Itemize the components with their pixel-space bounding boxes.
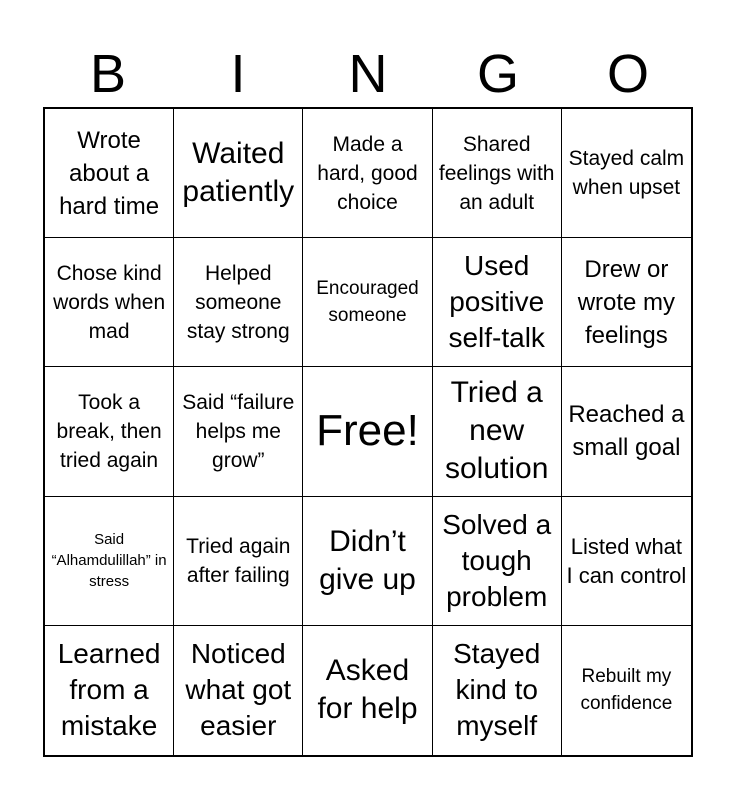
bingo-cell[interactable] (562, 238, 691, 367)
cell-text: Reached a small goal (568, 401, 685, 462)
free-space-label: Free! (316, 406, 419, 456)
cell-text: Noticed what got easier (185, 638, 292, 742)
bingo-board (43, 107, 693, 757)
bingo-cell[interactable] (433, 109, 562, 238)
header-letter-o: O (606, 44, 649, 104)
bingo-cell[interactable] (303, 109, 432, 238)
bingo-cell[interactable] (433, 626, 562, 755)
bingo-cell[interactable] (562, 367, 691, 496)
cell-text: Rebuilt my confidence (580, 666, 673, 715)
bingo-cell[interactable] (303, 238, 432, 367)
cell-text: Helped someone stay strong (186, 261, 290, 343)
bingo-cell[interactable] (174, 367, 303, 496)
bingo-cell[interactable] (174, 238, 303, 367)
cell-text: Encouraged someone (316, 278, 419, 327)
cell-text: Stayed kind to myself (453, 638, 541, 742)
cell-text: Stayed calm when upset (568, 147, 685, 200)
cell-text: Asked for help (317, 654, 418, 726)
bingo-cell[interactable] (562, 626, 691, 755)
bingo-cell[interactable] (174, 497, 303, 626)
bingo-cell[interactable] (174, 109, 303, 238)
bingo-cell[interactable] (45, 497, 174, 626)
cell-text: Listed what I can control (566, 533, 687, 588)
bingo-cell[interactable] (562, 109, 691, 238)
bingo-cell[interactable] (174, 626, 303, 755)
free-space-cell[interactable] (303, 367, 432, 496)
header-letter-g: G (476, 44, 519, 104)
header-letter-i: I (230, 44, 246, 104)
bingo-cell[interactable] (45, 109, 174, 238)
bingo-cell[interactable] (433, 238, 562, 367)
header-letter-n: N (348, 44, 388, 104)
cell-text: Waited patiently (182, 137, 295, 209)
cell-text: Solved a tough problem (442, 508, 552, 612)
bingo-cell[interactable] (303, 626, 432, 755)
bingo-cell[interactable] (45, 626, 174, 755)
cell-text: Didn’t give up (319, 524, 416, 596)
bingo-cell[interactable] (45, 367, 174, 496)
cell-text: Chose kind words when mad (53, 261, 166, 343)
bingo-cell[interactable] (433, 497, 562, 626)
cell-text: Wrote about a hard time (59, 126, 160, 220)
bingo-header (43, 40, 693, 108)
cell-text: Said “failure helps me grow” (182, 390, 295, 472)
cell-text: Made a hard, good choice (317, 132, 418, 214)
header-letter-b: B (89, 44, 127, 104)
cell-text: Tried a new solution (444, 376, 549, 486)
bingo-cell[interactable] (433, 367, 562, 496)
cell-text: Took a break, then tried again (56, 390, 162, 472)
bingo-cell[interactable] (303, 497, 432, 626)
cell-text: Tried again after failing (186, 534, 291, 587)
cell-text: Used positive self-talk (448, 250, 545, 354)
bingo-cell[interactable] (562, 497, 691, 626)
bingo-cell[interactable] (45, 238, 174, 367)
cell-text: Drew or wrote my feelings (577, 255, 676, 349)
cell-text: Learned from a mistake (57, 638, 161, 742)
cell-text: Said “Alhamdulillah” in stress (51, 531, 167, 591)
cell-text: Shared feelings with an adult (438, 132, 555, 214)
